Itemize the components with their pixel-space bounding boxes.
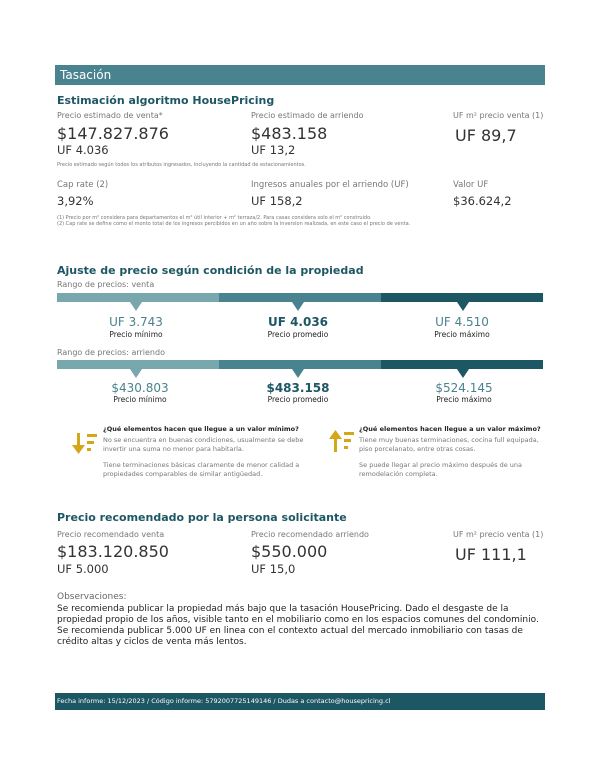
bar-segment-max (381, 360, 543, 369)
max-box-title: ¿Qué elementos hacen llegue a un valor máximo? (359, 425, 541, 433)
marker-min-icon (130, 369, 142, 378)
observations-label: Observaciones: (57, 592, 127, 602)
observations-text: Se recomienda publicar la propiedad más bajo que la tasación HousePricing. Dado el desgaste de la propiedad propio de los años, visible tanto en el mobiliario como en los espacios comunes del condominio. Se recomienda publicar 5.000 UF en linea con el contexto actual del mercado inmobiliario con tasas de crédito altas y ciclos de venta más lentos. (57, 604, 539, 647)
bar-segment-avg (219, 360, 381, 369)
rent-avg-label: Precio promedio (267, 395, 329, 404)
rent-max-label: Precio máximo (436, 395, 492, 404)
rent-value: $483.158 (251, 124, 328, 143)
rec-rent-value: $550.000 (251, 542, 328, 561)
uf-m2-label: UF m² precio venta (1) (453, 111, 544, 120)
uf-m2-value: UF 89,7 (455, 126, 517, 145)
algorithm-note: Precio estimado según todos los atributos ingresados, incluyendo la cantidad de estacionamientos. (57, 162, 306, 168)
min-box-p1: No se encuentra en buenas condiciones, usualmente se debe invertir una suma no menor para habitarla. (103, 436, 304, 453)
annual-income-value: UF 158,2 (251, 194, 303, 208)
rent-range-bar (57, 360, 543, 369)
rent-max-value: $524.145 (435, 381, 493, 395)
rec-rent-label: Precio recomendado arriendo (251, 530, 369, 539)
sale-avg-value: UF 4.036 (267, 315, 329, 329)
marker-min-icon (130, 302, 142, 311)
bar-segment-min (57, 293, 219, 302)
cap-rate-label: Cap rate (2) (57, 180, 109, 190)
rec-sale-label: Precio recomendado venta (57, 530, 165, 539)
min-box-title: ¿Qué elementos hacen que llegue a un valor mínimo? (103, 425, 299, 433)
rec-sale-uf: UF 5.000 (57, 562, 109, 576)
rec-rent-uf: UF 15,0 (251, 562, 296, 576)
rent-min-label: Precio mínimo (113, 395, 167, 404)
adjust-title: Ajuste de precio según condición de la propiedad (57, 264, 364, 277)
marker-avg-icon (292, 302, 304, 311)
uf-value-label: Valor UF (453, 180, 489, 190)
sort-down-icon (72, 432, 98, 456)
uf-value-value: $36.624,2 (453, 194, 512, 208)
sale-min-value: UF 3.743 (109, 315, 163, 329)
max-box-p1: Tiene muy buenas terminaciones, cocina full equipada, piso porcelanato, entre otras cosas. (359, 436, 539, 453)
sale-range-bar (57, 293, 543, 302)
sale-value: $147.827.876 (57, 124, 169, 143)
max-box-p2: Se puede llegar al precio máximo después de una remodelación completa. (359, 461, 522, 478)
sale-label: Precio estimado de venta* (57, 111, 163, 120)
algorithm-title: Estimación algoritmo HousePricing (57, 94, 275, 107)
rent-range-label: Rango de precios: arriendo (57, 348, 165, 357)
sale-max-label: Precio máximo (434, 330, 490, 339)
sort-up-icon (329, 430, 355, 454)
marker-max-icon (457, 369, 469, 378)
sale-uf: UF 4.036 (57, 143, 109, 157)
bar-segment-min (57, 360, 219, 369)
sale-range-label: Rango de precios: venta (57, 280, 155, 289)
min-box-p2: Tiene terminaciones básicas claramente de menor calidad a propiedades comparables de similar antigüedad. (103, 461, 300, 478)
cap-rate-value: 3,92% (57, 194, 94, 208)
sale-min-label: Precio mínimo (109, 330, 163, 339)
rent-uf: UF 13,2 (251, 143, 296, 157)
rent-label: Precio estimado de arriendo (251, 111, 364, 120)
rent-min-value: $430.803 (111, 381, 169, 395)
rent-avg-value: $483.158 (266, 381, 330, 395)
annual-income-label: Ingresos anuales por el arriendo (UF) (251, 180, 409, 190)
section-header-tasacion: Tasación (55, 65, 545, 85)
recommended-title: Precio recomendado por la persona solicitante (57, 511, 347, 524)
report-footer: Fecha informe: 15/12/2023 / Código informe: 5792007725149146 / Dudas a contacto@housepricing.cl (55, 693, 545, 710)
sale-max-value: UF 4.510 (435, 315, 489, 329)
rec-uf-m2-value: UF 111,1 (455, 545, 527, 564)
footnote-2: (2) Cap rate se define como el monto total de los ingresos percibidos en un año sobre la inversion realizada, en este caso el precio de venta. (57, 221, 411, 227)
marker-avg-icon (292, 369, 304, 378)
footnote-1: (1) Precio por m² considera para departamentos el m² útil interior + m² terraza/2. Para casas considera solo el m² construido. (57, 215, 372, 221)
rec-uf-m2-label: UF m² precio venta (1) (453, 530, 544, 539)
rec-sale-value: $183.120.850 (57, 542, 169, 561)
marker-max-icon (457, 302, 469, 311)
sale-avg-label: Precio promedio (267, 330, 329, 339)
bar-segment-avg (219, 293, 381, 302)
bar-segment-max (381, 293, 543, 302)
